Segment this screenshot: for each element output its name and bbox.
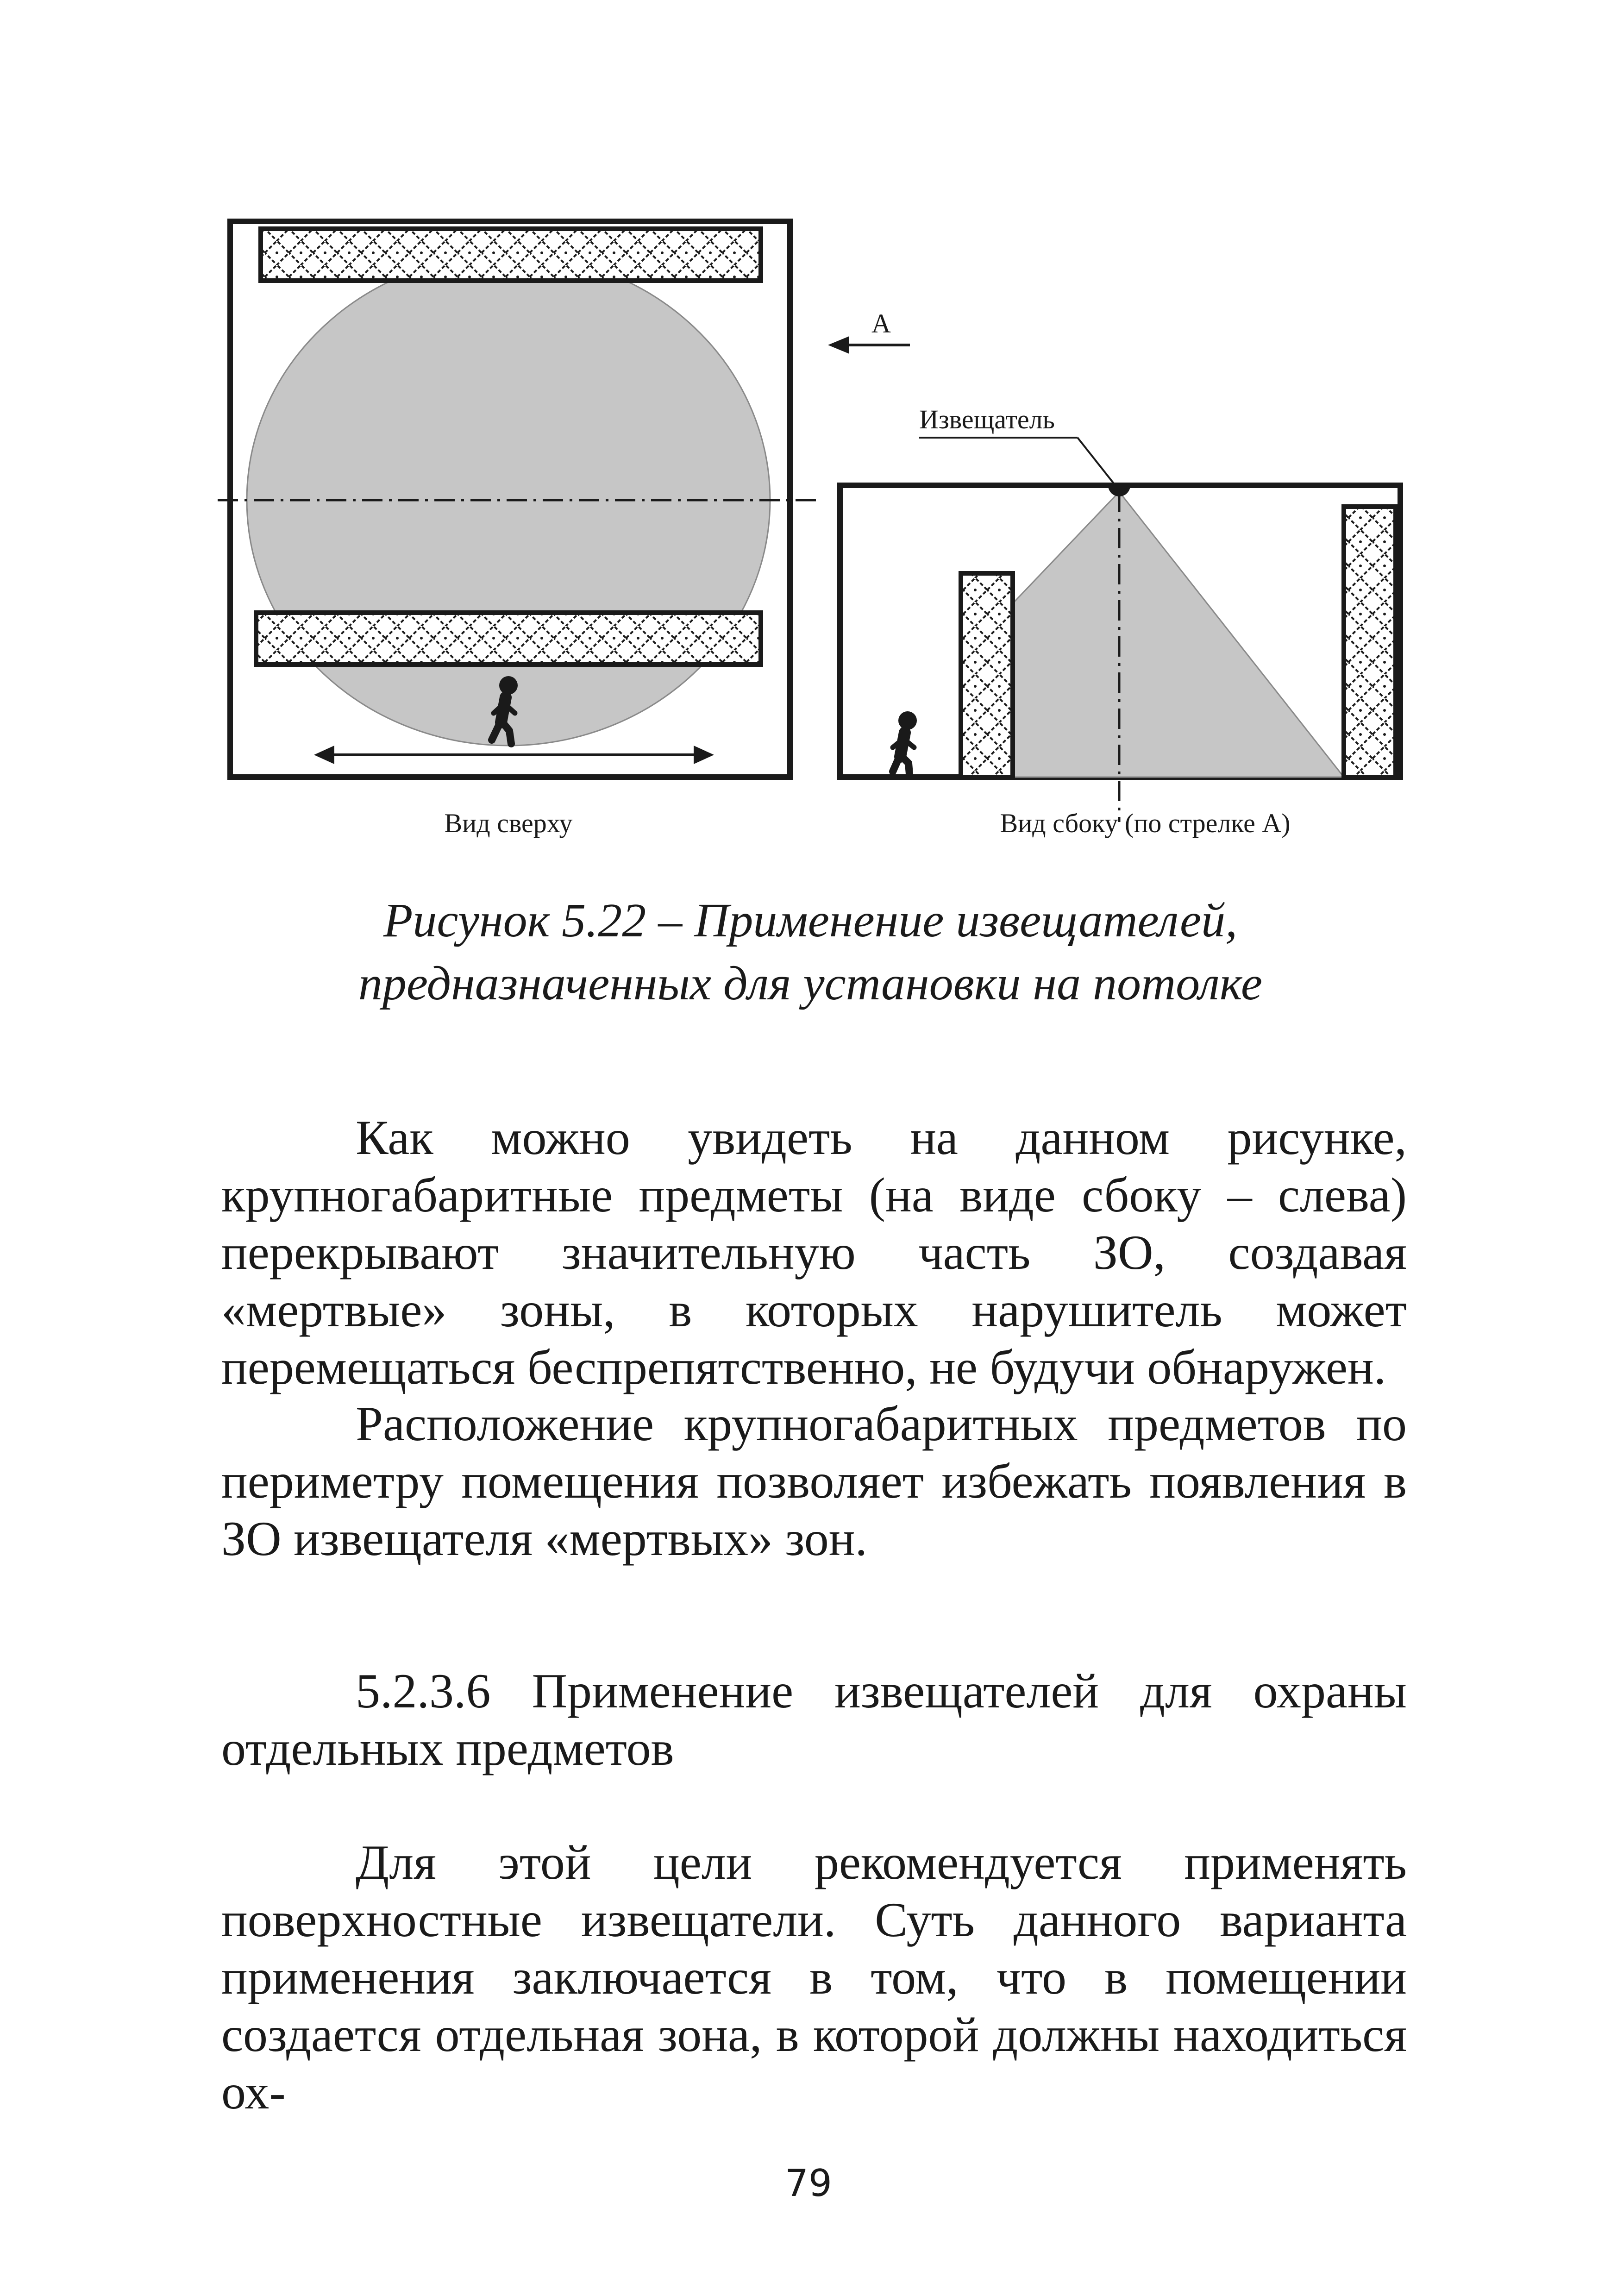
- side-view-label: Вид сбоку (по стрелке А): [1000, 808, 1291, 838]
- side-view-object-left: [961, 573, 1013, 777]
- caption-line-2: предназначенных для установки на потолке: [358, 957, 1263, 1010]
- view-arrow-a: [828, 308, 910, 354]
- page-number: 79: [785, 2162, 832, 2205]
- caption-line-1: Рисунок 5.22 – Применение извещателей,: [383, 894, 1238, 947]
- top-view-object-upper: [261, 229, 761, 281]
- top-view: [218, 221, 818, 838]
- top-view-object-lower: [256, 613, 761, 665]
- detector-leader-line: [1078, 438, 1116, 486]
- arrow-a-label: А: [871, 308, 891, 339]
- figure-5-22: [0, 0, 1617, 880]
- paragraph-perimeter-placement: Расположение крупногабаритных предметов по периметру помещения позволяет избежать появления в ЗО извещателя «мертвых» зон.: [221, 1397, 1407, 1566]
- section-heading-5-2-3-6: 5.2.3.6 Применение извещателей для охраны отдельных предметов: [221, 1664, 1407, 1775]
- figure-caption: [185, 889, 1435, 1015]
- side-view-object-right: [1344, 507, 1396, 777]
- paragraph-dead-zones: Как можно увидеть на данном рисунке, крупногабаритные предметы (на виде сбоку – слева) перекрывают значительную часть ЗО, создавая «мертвые» зоны, в которых нарушитель может перемещаться беспрепятственно, не будучи обнаружен.: [221, 1110, 1407, 1394]
- paragraph-surface-detectors: Для этой цели рекомендуется применять поверхностные извещатели. Суть данного варианта применения заключается в том, что в помещении создается отдельная зона, в которой должны находиться ох-: [221, 1835, 1407, 2119]
- detector-label: Извещатель: [919, 404, 1055, 434]
- side-view: [840, 404, 1400, 838]
- top-view-label: Вид сверху: [444, 808, 573, 838]
